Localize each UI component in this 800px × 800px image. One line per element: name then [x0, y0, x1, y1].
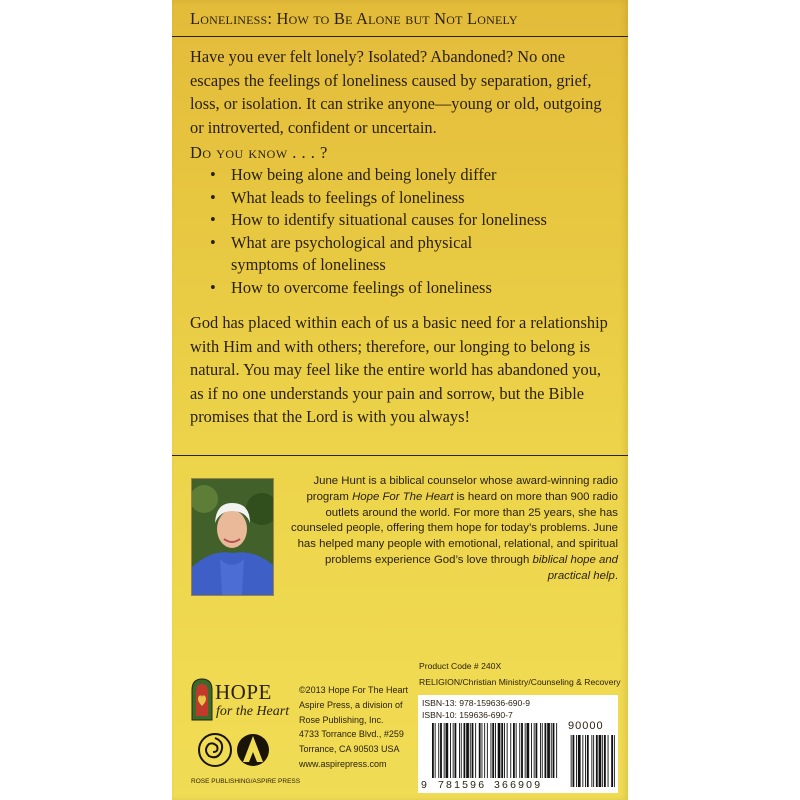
barcode-bar: [578, 735, 581, 787]
barcode-bar: [472, 723, 474, 778]
imprint-line: Aspire Press, a division of: [299, 699, 403, 710]
book-title: Loneliness: How to Be Alone but Not Lonely: [190, 9, 518, 28]
barcode-bar: [576, 735, 577, 787]
section-divider: [172, 455, 628, 456]
barcode-bar: [492, 723, 494, 778]
barcode-bar: [453, 723, 454, 778]
barcode-bar: [602, 735, 603, 787]
isbn-10: ISBN-10: 159636-690-7: [422, 710, 513, 720]
barcode-bar: [513, 723, 515, 778]
author-portrait-graphic: [192, 479, 273, 595]
list-item: • How being alone and being lonely differ: [206, 164, 616, 187]
rose-and-a-icon: [191, 730, 281, 776]
barcode-bar: [519, 723, 520, 778]
barcode-bar: [461, 723, 462, 778]
barcode-bar: [608, 735, 609, 787]
barcode-bar: [484, 723, 485, 778]
barcode-bar: [510, 723, 511, 778]
barcode-bar: [527, 723, 530, 778]
barcode-bar: [547, 723, 550, 778]
barcode-bar: [440, 723, 442, 778]
hope-logo-tagline: for the Heart: [216, 704, 290, 719]
barcode-bar: [593, 735, 594, 787]
barcode-bar: [507, 723, 508, 778]
barcode-bar: [432, 723, 434, 778]
barcode-bar: [464, 723, 466, 778]
barcode-digits-left: 781596: [438, 779, 487, 791]
barcode-bar: [446, 723, 449, 778]
barcode-bar: [455, 723, 457, 778]
list-item: • How to overcome feelings of loneliness: [206, 277, 616, 300]
barcode-bar: [591, 735, 592, 787]
barcode-bar: [466, 723, 469, 778]
rose-publishing-logo: [191, 730, 301, 790]
barcode-bar: [540, 723, 541, 778]
author-bio: [286, 474, 618, 585]
bio-emphasis: biblical hope and practical help: [532, 553, 618, 582]
list-item: • How to identify situational causes for loneliness: [206, 209, 616, 232]
address-line: Torrance, CA 90503 USA: [299, 744, 400, 755]
barcode-bar: [479, 723, 481, 778]
intro-paragraph: Have you ever felt lonely? Isolated? Abandoned? No one escapes the feelings of loneliness caused by separation, grief, loss, or isolation. It can strike anyone—young or old, outgoing or introverted, confident or uncertain.: [190, 47, 602, 137]
barcode-bar: [587, 735, 589, 787]
barcode-label: [418, 695, 618, 793]
barcode-bar: [438, 723, 439, 778]
barcode-bar: [611, 735, 613, 787]
hope-logo-word: HOPE: [215, 680, 272, 704]
barcode-bar: [573, 735, 575, 787]
barcode-bar: [553, 723, 555, 778]
barcode-bar: [459, 723, 460, 778]
barcode-bar: [435, 723, 436, 778]
barcode-bar: [599, 735, 602, 787]
barcode-bar: [614, 735, 615, 787]
barcode-bar: [487, 723, 488, 778]
barcode-bar: [482, 723, 483, 778]
address-line: 4733 Torrance Blvd., #259: [299, 729, 404, 740]
bio-text: .: [614, 569, 618, 582]
barcode-bar: [498, 723, 501, 778]
copyright-line: ©2013 Hope For The Heart: [299, 685, 409, 695]
do-you-know-list: [206, 164, 616, 299]
body-paragraph: God has placed within each of us a basic need for a relationship with Him and with others; therefore, our longing to belong is natural. You may feel like the entire world has abandoned you, as if no one understands your pain and sorrow, but the Bible promises that the Lord is with you always!: [190, 313, 608, 427]
title-divider-top: [172, 36, 628, 37]
do-you-know-heading: Do you know . . . ?: [190, 143, 328, 162]
bio-text: is heard on more than 900 radio outlets around the world. For more than 25 years, she has counseled people, offering them hope for today’s problems. June has helped many people with emotional, relational, and spiritual problems experience God’s love through: [291, 490, 618, 566]
barcode-bar: [571, 735, 572, 787]
website-link[interactable]: www.aspirepress.com: [299, 758, 387, 769]
barcode-bar: [596, 735, 598, 787]
barcode-digits-right: 366909: [494, 779, 543, 791]
radio-program-name: Hope For The Heart: [352, 490, 454, 503]
barcode-bar: [516, 723, 517, 778]
barcode-bar: [604, 735, 606, 787]
barcode-bar: [525, 723, 526, 778]
book-category: RELIGION/Christian Ministry/Counseling & Recovery: [419, 677, 621, 687]
rose-logo-caption: ROSE PUBLISHING/ASPIRE PRESS: [191, 778, 301, 785]
list-item: • What are psychological and physical symptoms of loneliness: [206, 232, 521, 277]
barcode-bar: [542, 723, 543, 778]
company-line: Rose Publishing, Inc.: [299, 714, 384, 725]
barcode-bar: [495, 723, 496, 778]
barcode-bar: [470, 723, 471, 778]
barcode-digit-prefix: 9: [421, 779, 427, 791]
barcode-bar: [585, 735, 586, 787]
barcode-bar: [444, 723, 445, 778]
barcode-bar: [504, 723, 505, 778]
barcode-bar: [501, 723, 503, 778]
barcode-bar: [582, 735, 583, 787]
price-code: 90000: [568, 720, 604, 732]
barcode-bar: [450, 723, 451, 778]
barcode-bar: [531, 723, 532, 778]
barcode-bar: [556, 723, 557, 778]
barcode-bar: [545, 723, 547, 778]
barcode-bar: [551, 723, 552, 778]
barcode-bar: [534, 723, 535, 778]
list-item: • What leads to feelings of loneliness: [206, 187, 616, 210]
isbn-13: ISBN-13: 978-159636-690-9: [422, 698, 530, 708]
barcode-bar: [521, 723, 523, 778]
publisher-info: [299, 683, 419, 772]
bio-text: June Hunt is a biblical counselor whose award-winning radio program: [306, 475, 618, 503]
product-code: Product Code # 240X: [419, 661, 502, 671]
barcode-bar: [536, 723, 538, 778]
barcode-bar: [475, 723, 476, 778]
hope-for-the-heart-logo: [190, 676, 300, 724]
author-photo: [191, 478, 274, 596]
barcode-bar: [491, 723, 492, 778]
